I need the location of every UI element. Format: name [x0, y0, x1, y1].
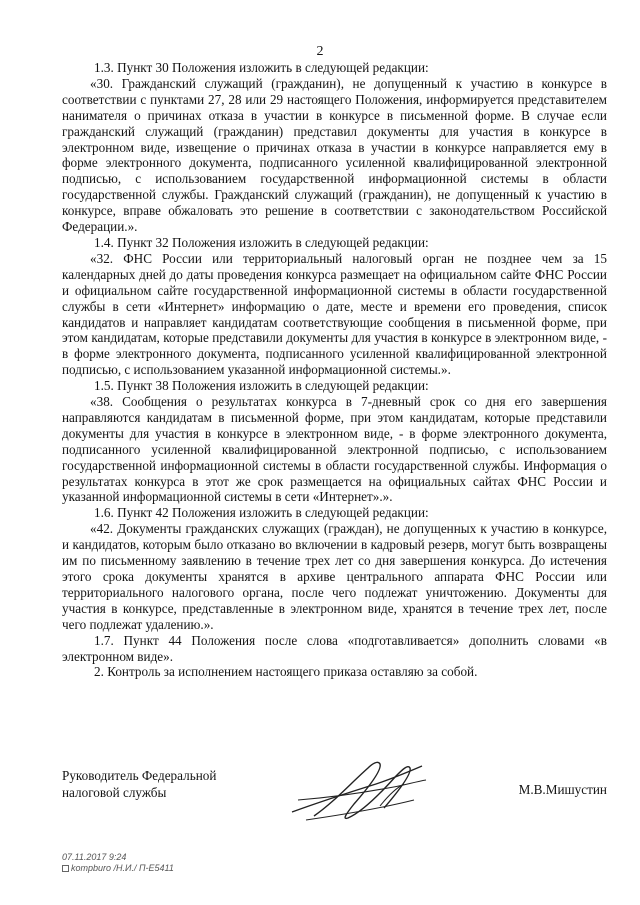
paragraph-item-1-3-heading: 1.3. Пункт 30 Положения изложить в следующей редакции: — [94, 60, 429, 75]
handwritten-signature-image — [284, 754, 434, 826]
signatory-name: М.В.Мишустин — [518, 782, 607, 797]
document-body — [62, 60, 607, 680]
signatory-title — [62, 768, 282, 801]
document-footer — [62, 852, 174, 874]
footer-path-line — [62, 863, 174, 874]
paragraph-item-32-text: «32. ФНС России или территориальный налоговый орган не позднее чем за 15 календарных дней до даты проведения конкурса размещает на официальном сайте ФНС России и официальном сайте государственной информационной системы в области государственной службы в сети «Интернет» информацию о дате, месте и времени его проведения, список кандидатов и направляет кандидатам соответствующие сообщения в письменной форме, при этом кандидатам, которые представили документы для участия в конкурсе в электронном виде, - в форме электронного документа, подписанного усиленной квалифицированной электронной подписью, с использованием указанной информационной системы.». — [62, 250, 607, 378]
signatory-title-line2: налоговой службы — [62, 784, 167, 800]
footer-timestamp: 07.11.2017 9:24 — [62, 852, 127, 862]
signatory-title-line1: Руководитель Федеральной — [62, 768, 217, 783]
paragraph-item-30-text: «30. Гражданский служащий (гражданин), не допущенный к участию в конкурсе в соответствии с пунктами 27, 28 или 29 настоящего Положения, информируется представителем нанимателя о причинах отказа в участии в конкурсе в письменной форме. В случае если гражданский служащий (гражданин) представил документы для участия в конкурсе в электронном виде, извещение о причинах отказа в участии в конкурсе направляется ему в форме электронного документа, подписанного усиленной квалифицированной электронной подписью, с использованием государственной информационной системы в области государственной службы. Гражданский служащий (гражданин), не допущенный к участию в конкурсе, вправе обжаловать это решение в соответствии с законодательством Российской Федерации.». — [62, 75, 607, 235]
paragraph-item-1-7-text: 1.7. Пункт 44 Положения после слова «подготавливается» дополнить словами «в электронном виде». — [62, 632, 607, 664]
file-icon — [62, 865, 69, 872]
paragraph-item-38-text: «38. Сообщения о результатах конкурса в 7-дневный срок со дня его завершения направляются кандидатам в письменной форме, при этом кандидатам, которые представили документы для участия в конкурсе в электронном виде, - в форме электронного документа, подписанного усиленной квалифицированной электронной подписью, с использованием государственной информационной системы в области государственной службы. Информация о результатах конкурса в этот же срок размещается на официальных сайтах ФНС России и указанной информационной системы в сети «Интернет».». — [62, 394, 607, 505]
paragraph-item-1-5-heading: 1.5. Пункт 38 Положения изложить в следующей редакции: — [94, 378, 429, 394]
page-number: 2 — [316, 44, 324, 59]
footer-path: kompburo /Н.И./ П-Е5411 — [71, 863, 174, 873]
paragraph-item-1-4-heading: 1.4. Пункт 32 Положения изложить в следующей редакции: — [94, 234, 429, 250]
paragraph-item-42-text: «42. Документы гражданских служащих (граждан), не допущенных к участию в конкурсе, и кандидатов, которым было отказано во включении в кадровый резерв, могут быть возвращены им по письменному заявлению в течение трех лет со дня завершения конкурса. До истечения этого срока документы хранятся в архиве центрального аппарата ФНС России или территориального налогового органа, после чего подлежат уничтожению. Документы для участия в конкурсе, представленные в электронном виде, хранятся в течение трех лет, после чего подлежат удалению.». — [62, 521, 607, 632]
signature-block — [62, 768, 607, 828]
paragraph-control-text: 2. Контроль за исполнением настоящего приказа оставляю за собой. — [94, 664, 478, 680]
paragraph-item-1-6-heading: 1.6. Пункт 42 Положения изложить в следующей редакции: — [94, 505, 429, 521]
